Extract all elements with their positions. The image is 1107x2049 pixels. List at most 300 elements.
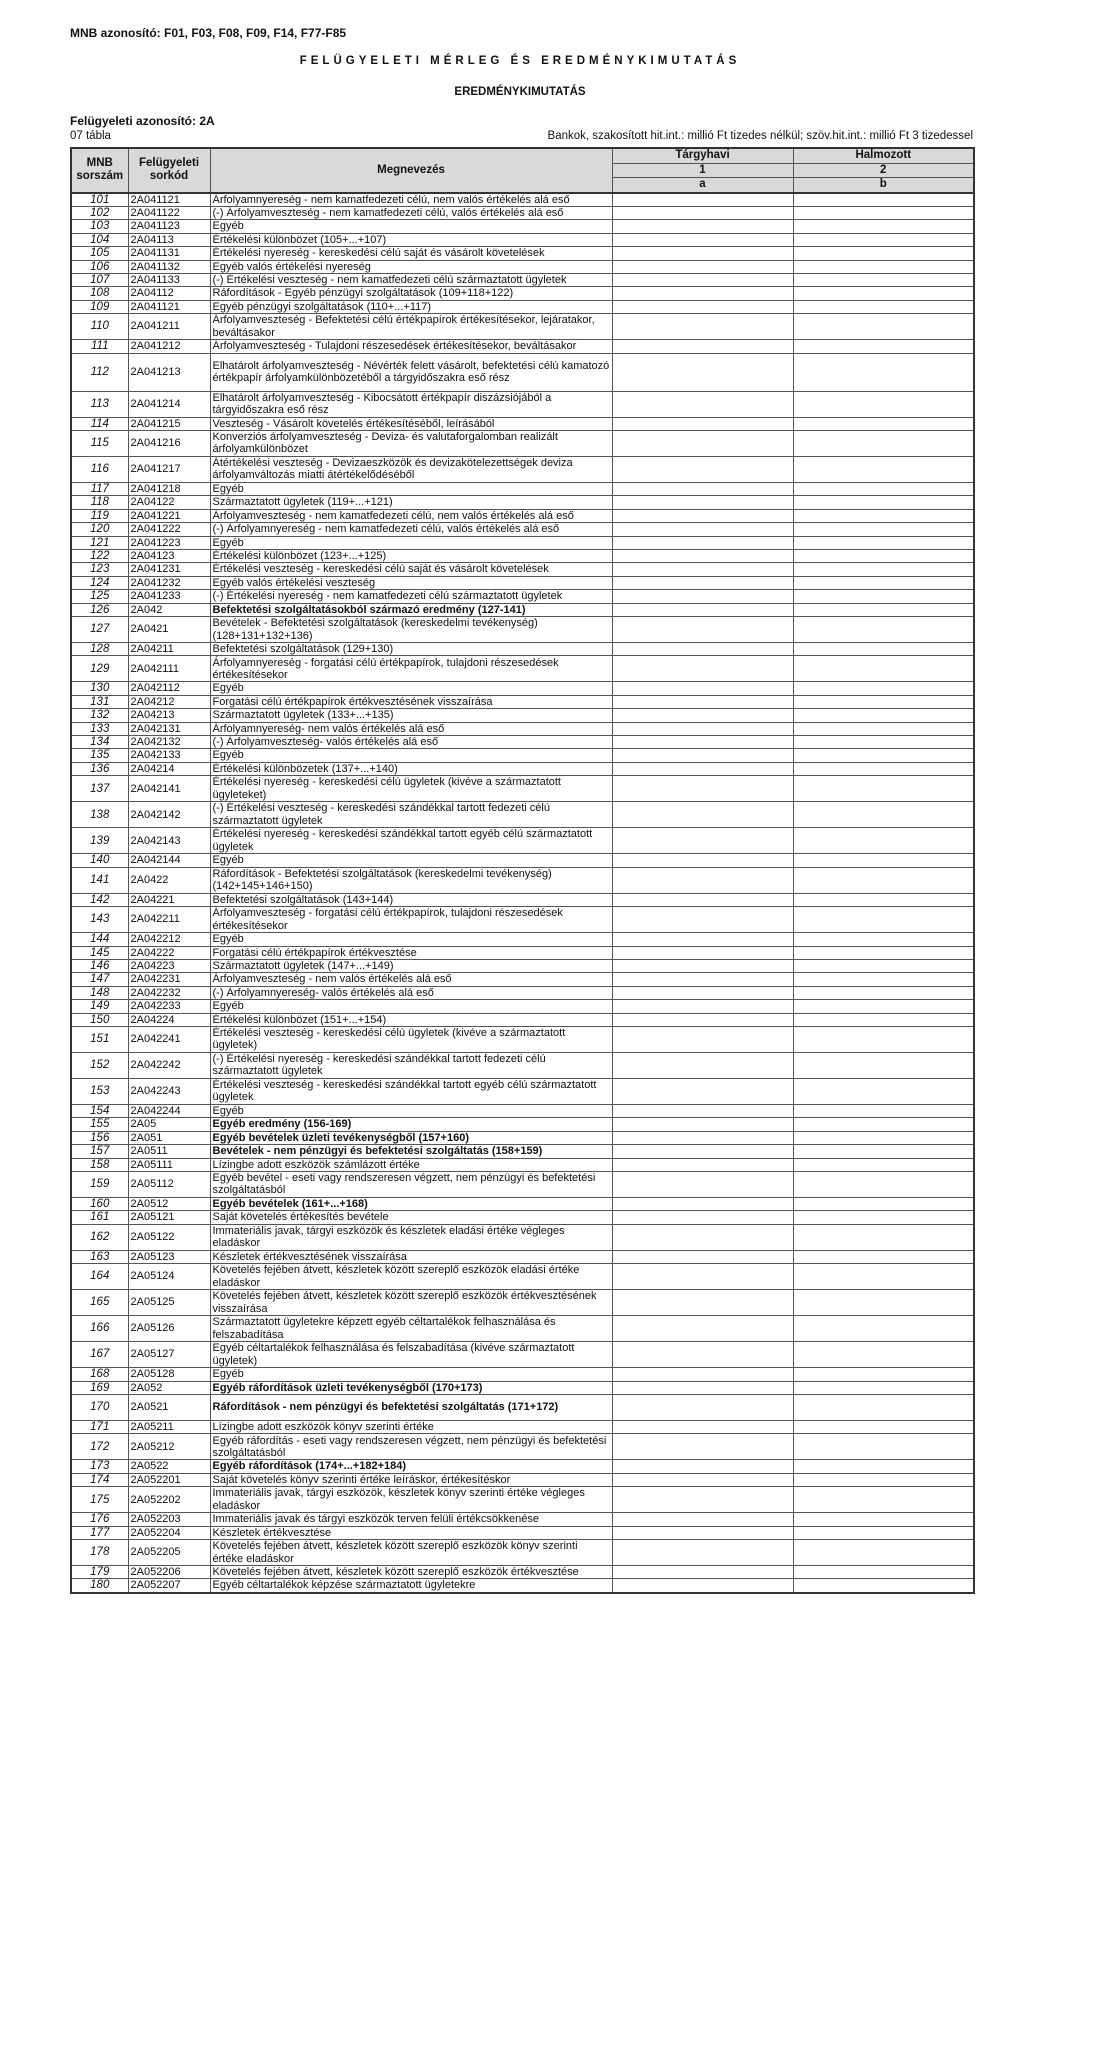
row-cumulative-value (793, 563, 974, 576)
row-cumulative-value (793, 867, 974, 893)
row-number: 141 (71, 867, 128, 893)
row-name: Árfolyamveszteség - nem valós értékelés alá eső (210, 973, 612, 986)
row-number: 155 (71, 1118, 128, 1131)
row-code: 2A052201 (128, 1473, 210, 1486)
row-number: 130 (71, 682, 128, 695)
row-name: Egyéb (210, 1000, 612, 1013)
row-cumulative-value (793, 417, 974, 430)
row-name: Lízingbe adott eszközök könyv szerinti értéke (210, 1421, 612, 1434)
row-number: 138 (71, 802, 128, 828)
row-name: (-) Árfolyamnyereség- valós értékelés alá eső (210, 986, 612, 999)
row-cumulative-value (793, 617, 974, 643)
row-code: 2A042111 (128, 656, 210, 682)
row-name: Egyéb (210, 1104, 612, 1117)
row-code: 2A05111 (128, 1158, 210, 1171)
table-row (71, 1052, 974, 1078)
table-row (71, 536, 974, 549)
row-number: 108 (71, 287, 128, 300)
row-number: 133 (71, 722, 128, 735)
row-cumulative-value (793, 695, 974, 708)
table-row (71, 867, 974, 893)
row-name: Egyéb (210, 682, 612, 695)
row-number: 121 (71, 536, 128, 549)
row-current-value (612, 482, 793, 495)
row-code: 2A042243 (128, 1078, 210, 1104)
row-code: 2A042244 (128, 1104, 210, 1117)
row-cumulative-value (793, 482, 974, 495)
row-cumulative-value (793, 193, 974, 207)
row-name: Egyéb pénzügyi szolgáltatások (110+...+117) (210, 300, 612, 313)
row-name: Egyéb (210, 749, 612, 762)
row-number: 109 (71, 300, 128, 313)
row-cumulative-value (793, 893, 974, 906)
row-cumulative-value (793, 1540, 974, 1566)
row-current-value (612, 1487, 793, 1513)
table-row (71, 722, 974, 735)
row-current-value (612, 1526, 793, 1539)
row-name: Értékelési különbözetek (137+...+140) (210, 762, 612, 775)
row-current-value (612, 456, 793, 482)
row-current-value (612, 643, 793, 656)
row-name: Árfolyamveszteség - Befektetési célú értékpapírok értékesítésekor, lejáratakor, beváltásakor (210, 314, 612, 340)
row-number: 151 (71, 1026, 128, 1052)
table-row (71, 986, 974, 999)
table-row (71, 193, 974, 207)
row-code: 2A052206 (128, 1566, 210, 1579)
row-cumulative-value (793, 1290, 974, 1316)
row-cumulative-value (793, 656, 974, 682)
row-current-value (612, 1290, 793, 1316)
row-number: 132 (71, 709, 128, 722)
table-row (71, 959, 974, 972)
row-cumulative-value (793, 456, 974, 482)
table-row (71, 1473, 974, 1486)
row-code: 2A04213 (128, 709, 210, 722)
row-number: 177 (71, 1526, 128, 1539)
table-row (71, 1421, 974, 1434)
row-number: 158 (71, 1158, 128, 1171)
row-number: 112 (71, 353, 128, 391)
row-name: Származtatott ügyletek (133+...+135) (210, 709, 612, 722)
table-row (71, 233, 974, 246)
row-current-value (612, 563, 793, 576)
row-current-value (612, 907, 793, 933)
row-name: Konverziós árfolyamveszteség - Deviza- és valutaforgalomban realizált árfolyamkülönbözet (210, 430, 612, 456)
row-cumulative-value (793, 802, 974, 828)
row-number: 118 (71, 496, 128, 509)
row-cumulative-value (793, 1197, 974, 1210)
row-cumulative-value (793, 1145, 974, 1158)
table-row (71, 220, 974, 233)
row-code: 2A05126 (128, 1316, 210, 1342)
table-row (71, 709, 974, 722)
table-row (71, 287, 974, 300)
row-name: Árfolyamveszteség - Tulajdoni részesedések értékesítésekor, beváltásakor (210, 340, 612, 353)
row-current-value (612, 986, 793, 999)
table-row (71, 430, 974, 456)
row-current-value (612, 273, 793, 286)
row-number: 103 (71, 220, 128, 233)
table-number: 07 tábla (70, 130, 111, 142)
col-header-current: Tárgyhavi (612, 148, 793, 163)
row-cumulative-value (793, 340, 974, 353)
row-current-value (612, 287, 793, 300)
table-row (71, 260, 974, 273)
row-cumulative-value (793, 1026, 974, 1052)
col-header-name: Megnevezés (210, 148, 612, 193)
table-row (71, 1026, 974, 1052)
row-name: Értékelési veszteség - kereskedési szándékkal tartott egyéb célú származtatott ügyletek (210, 1078, 612, 1104)
table-row (71, 1171, 974, 1197)
row-name: Forgatási célú értékpapírok értékvesztése (210, 946, 612, 959)
row-number: 164 (71, 1264, 128, 1290)
row-number: 179 (71, 1566, 128, 1579)
table-row (71, 509, 974, 522)
row-code: 2A052203 (128, 1513, 210, 1526)
row-name: Egyéb bevételek üzleti tevékenységből (157+160) (210, 1131, 612, 1144)
row-code: 2A042141 (128, 776, 210, 802)
row-name: Immateriális javak, tárgyi eszközök, készletek könyv szerinti értéke végleges eladáskor (210, 1487, 612, 1513)
row-number: 128 (71, 643, 128, 656)
row-code: 2A04122 (128, 496, 210, 509)
row-cumulative-value (793, 1381, 974, 1394)
row-cumulative-value (793, 709, 974, 722)
row-code: 2A04214 (128, 762, 210, 775)
row-current-value (612, 1264, 793, 1290)
row-code: 2A04113 (128, 233, 210, 246)
row-code: 2A041214 (128, 391, 210, 417)
row-name: Veszteség - Vásárolt követelés értékesítéséből, leírásából (210, 417, 612, 430)
row-name: Értékelési veszteség - kereskedési célú ügyletek (kivéve a származtatott ügyletek) (210, 1026, 612, 1052)
row-cumulative-value (793, 933, 974, 946)
table-row (71, 1460, 974, 1473)
row-cumulative-value (793, 1118, 974, 1131)
row-cumulative-value (793, 762, 974, 775)
sub-title: EREDMÉNYKIMUTATÁS (454, 86, 586, 98)
row-name: Származtatott ügyletek (119+...+121) (210, 496, 612, 509)
row-name: Értékelési különbözet (105+...+107) (210, 233, 612, 246)
row-current-value (612, 523, 793, 536)
col-header-mnb: MNB sorszám (71, 148, 128, 193)
row-code: 2A042112 (128, 682, 210, 695)
row-cumulative-value (793, 854, 974, 867)
row-code: 2A05124 (128, 1264, 210, 1290)
row-number: 115 (71, 430, 128, 456)
table-header (71, 148, 974, 193)
row-current-value (612, 1395, 793, 1421)
row-current-value (612, 220, 793, 233)
row-number: 168 (71, 1368, 128, 1381)
row-current-value (612, 1026, 793, 1052)
row-code: 2A041122 (128, 206, 210, 219)
row-cumulative-value (793, 1395, 974, 1421)
table-row (71, 1566, 974, 1579)
col-header-current-number: 1 (612, 163, 793, 178)
row-code: 2A04123 (128, 550, 210, 563)
row-cumulative-value (793, 1013, 974, 1026)
row-code: 2A05125 (128, 1290, 210, 1316)
table-row (71, 946, 974, 959)
row-current-value (612, 1078, 793, 1104)
row-cumulative-value (793, 391, 974, 417)
row-current-value (612, 1131, 793, 1144)
row-number: 170 (71, 1395, 128, 1421)
row-name: Bevételek - Befektetési szolgáltatások (kereskedelmi tevékenység) (128+131+132+136) (210, 617, 612, 643)
row-cumulative-value (793, 287, 974, 300)
table-row (71, 802, 974, 828)
row-current-value (612, 1434, 793, 1460)
row-number: 126 (71, 603, 128, 616)
row-code: 2A0421 (128, 617, 210, 643)
row-code: 2A052207 (128, 1579, 210, 1593)
row-current-value (612, 193, 793, 207)
row-number: 176 (71, 1513, 128, 1526)
row-code: 2A041131 (128, 247, 210, 260)
row-code: 2A04211 (128, 643, 210, 656)
row-cumulative-value (793, 603, 974, 616)
row-current-value (612, 749, 793, 762)
row-name: Készletek értékvesztése (210, 1526, 612, 1539)
row-number: 175 (71, 1487, 128, 1513)
row-number: 153 (71, 1078, 128, 1104)
table-row (71, 417, 974, 430)
table-row (71, 550, 974, 563)
row-number: 102 (71, 206, 128, 219)
row-current-value (612, 536, 793, 549)
row-number: 111 (71, 340, 128, 353)
row-name: Értékelési veszteség - kereskedési célú saját és vásárolt követelések (210, 563, 612, 576)
table-row (71, 1131, 974, 1144)
row-cumulative-value (793, 959, 974, 972)
row-current-value (612, 1211, 793, 1224)
row-number: 157 (71, 1145, 128, 1158)
table-row (71, 762, 974, 775)
row-cumulative-value (793, 1316, 974, 1342)
row-current-value (612, 1224, 793, 1250)
row-name: Egyéb bevétel - eseti vagy rendszeresen végzett, nem pénzügyi és befektetési szolgáltatásból (210, 1171, 612, 1197)
row-name: Követelés fejében átvett, készletek között szereplő eszközök értékvesztésének visszaírása (210, 1290, 612, 1316)
row-current-value (612, 1316, 793, 1342)
row-current-value (612, 496, 793, 509)
row-code: 2A0422 (128, 867, 210, 893)
row-number: 162 (71, 1224, 128, 1250)
row-current-value (612, 1171, 793, 1197)
row-name: (-) Értékelési veszteség - nem kamatfedezeti célú származtatott ügyletek (210, 273, 612, 286)
row-code: 2A052204 (128, 1526, 210, 1539)
row-code: 2A0521 (128, 1395, 210, 1421)
row-code: 2A042142 (128, 802, 210, 828)
row-code: 2A041211 (128, 314, 210, 340)
col-header-current-letter: a (612, 178, 793, 193)
row-number: 148 (71, 986, 128, 999)
row-number: 165 (71, 1290, 128, 1316)
row-name: Immateriális javak és tárgyi eszközök terven felüli értékcsökkenése (210, 1513, 612, 1526)
row-name: Egyéb céltartalékok képzése származtatott ügyletekre (210, 1579, 612, 1593)
row-name: Átértékelési veszteség - Devizaeszközök és devizakötelezettségek deviza árfolyamváltozás miatti átértékelődéséből (210, 456, 612, 482)
row-code: 2A052202 (128, 1487, 210, 1513)
row-cumulative-value (793, 828, 974, 854)
row-current-value (612, 391, 793, 417)
row-code: 2A04112 (128, 287, 210, 300)
row-cumulative-value (793, 1104, 974, 1117)
row-cumulative-value (793, 907, 974, 933)
table-row (71, 1118, 974, 1131)
row-current-value (612, 1473, 793, 1486)
row-current-value (612, 776, 793, 802)
row-code: 2A042232 (128, 986, 210, 999)
row-current-value (612, 736, 793, 749)
row-number: 143 (71, 907, 128, 933)
row-current-value (612, 260, 793, 273)
table-row (71, 1342, 974, 1368)
row-current-value (612, 1421, 793, 1434)
row-name: Saját követelés könyv szerinti értéke leíráskor, értékesítéskor (210, 1473, 612, 1486)
row-name: Immateriális javak, tárgyi eszközök és készletek eladási értéke végleges eladáskor (210, 1224, 612, 1250)
row-current-value (612, 353, 793, 391)
row-name: Elhatárolt árfolyamveszteség - Névérték felett vásárolt, befektetési célú kamatozó értékpapír árfolyamkülönbözetéből a tárgyidőszakra eső rész (210, 353, 612, 391)
row-number: 167 (71, 1342, 128, 1368)
row-current-value (612, 1197, 793, 1210)
row-cumulative-value (793, 1473, 974, 1486)
row-name: Árfolyamnyereség - forgatási célú értékpapírok, tulajdoni részesedések értékesítésekor (210, 656, 612, 682)
row-code: 2A042133 (128, 749, 210, 762)
table-row (71, 353, 974, 391)
row-cumulative-value (793, 946, 974, 959)
row-name: (-) Értékelési nyereség - nem kamatfedezeti célú származtatott ügyletek (210, 590, 612, 603)
row-current-value (612, 959, 793, 972)
row-number: 122 (71, 550, 128, 563)
row-current-value (612, 682, 793, 695)
row-current-value (612, 933, 793, 946)
row-number: 180 (71, 1579, 128, 1593)
row-code: 2A041231 (128, 563, 210, 576)
table-row (71, 736, 974, 749)
row-name: Egyéb bevételek (161+...+168) (210, 1197, 612, 1210)
row-name: Árfolyamveszteség - forgatási célú értékpapírok, tulajdoni részesedések értékesítésekor (210, 907, 612, 933)
row-cumulative-value (793, 430, 974, 456)
row-code: 2A051 (128, 1131, 210, 1144)
row-name: Értékelési különbözet (151+...+154) (210, 1013, 612, 1026)
row-cumulative-value (793, 986, 974, 999)
row-number: 173 (71, 1460, 128, 1473)
table-row (71, 643, 974, 656)
row-name: (-) Értékelési nyereség - kereskedési szándékkal tartott fedezeti célú származtatott ügyletek (210, 1052, 612, 1078)
row-current-value (612, 300, 793, 313)
row-number: 135 (71, 749, 128, 762)
table-row (71, 314, 974, 340)
row-number: 169 (71, 1381, 128, 1394)
table-row (71, 590, 974, 603)
row-number: 159 (71, 1171, 128, 1197)
table-row (71, 1250, 974, 1263)
row-number: 166 (71, 1316, 128, 1342)
row-code: 2A0511 (128, 1145, 210, 1158)
table-row (71, 1368, 974, 1381)
row-number: 163 (71, 1250, 128, 1263)
row-cumulative-value (793, 233, 974, 246)
row-current-value (612, 828, 793, 854)
row-cumulative-value (793, 682, 974, 695)
row-code: 2A052 (128, 1381, 210, 1394)
row-number: 104 (71, 233, 128, 246)
row-current-value (612, 617, 793, 643)
row-code: 2A041121 (128, 193, 210, 207)
units-note: Bankok, szakosított hit.int.: millió Ft tizedes nélkül; szöv.hit.int.: millió Ft 3 tizedessel (547, 130, 973, 142)
row-code: 2A042233 (128, 1000, 210, 1013)
row-name: Egyéb ráfordítás - eseti vagy rendszeresen végzett, nem pénzügyi és befektetési szolgáltatásból (210, 1434, 612, 1460)
row-name: Ráfordítások - Befektetési szolgáltatások (kereskedelmi tevékenység) (142+145+146+150) (210, 867, 612, 893)
table-row (71, 523, 974, 536)
row-number: 129 (71, 656, 128, 682)
mnb-identifier: MNB azonosító: F01, F03, F08, F09, F14, F77-F85 (70, 26, 347, 40)
table-row (71, 1145, 974, 1158)
col-header-cumulative-letter: b (793, 178, 974, 193)
row-cumulative-value (793, 1434, 974, 1460)
row-cumulative-value (793, 260, 974, 273)
row-number: 136 (71, 762, 128, 775)
row-current-value (612, 430, 793, 456)
row-cumulative-value (793, 496, 974, 509)
row-current-value (612, 946, 793, 959)
row-cumulative-value (793, 776, 974, 802)
row-number: 140 (71, 854, 128, 867)
row-code: 2A05128 (128, 1368, 210, 1381)
row-number: 117 (71, 482, 128, 495)
row-name: (-) Árfolyamveszteség- valós értékelés alá eső (210, 736, 612, 749)
row-number: 150 (71, 1013, 128, 1026)
row-current-value (612, 695, 793, 708)
row-cumulative-value (793, 1158, 974, 1171)
table-row (71, 1316, 974, 1342)
row-code: 2A05121 (128, 1211, 210, 1224)
row-name: Saját követelés értékesítés bevétele (210, 1211, 612, 1224)
table-row (71, 617, 974, 643)
row-code: 2A05123 (128, 1250, 210, 1263)
row-current-value (612, 1250, 793, 1263)
row-number: 156 (71, 1131, 128, 1144)
row-code: 2A042143 (128, 828, 210, 854)
row-cumulative-value (793, 1579, 974, 1593)
table-row (71, 603, 974, 616)
row-current-value (612, 509, 793, 522)
row-cumulative-value (793, 1264, 974, 1290)
row-code: 2A05 (128, 1118, 210, 1131)
row-number: 149 (71, 1000, 128, 1013)
row-name: Egyéb (210, 933, 612, 946)
row-name: Befektetési szolgáltatásokból származó eredmény (127-141) (210, 603, 612, 616)
row-name: Lízingbe adott eszközök számlázott értéke (210, 1158, 612, 1171)
row-code: 2A05212 (128, 1434, 210, 1460)
row-number: 110 (71, 314, 128, 340)
row-number: 125 (71, 590, 128, 603)
row-name: Egyéb (210, 1368, 612, 1381)
row-current-value (612, 1342, 793, 1368)
row-name: Ráfordítások - Egyéb pénzügyi szolgáltatások (109+118+122) (210, 287, 612, 300)
table-row (71, 1224, 974, 1250)
row-code: 2A042132 (128, 736, 210, 749)
row-current-value (612, 550, 793, 563)
row-current-value (612, 1540, 793, 1566)
row-name: Értékelési nyereség - kereskedési szándékkal tartott egyéb célú származtatott ügyletek (210, 828, 612, 854)
row-name: Egyéb valós értékelési veszteség (210, 576, 612, 589)
row-code: 2A041216 (128, 430, 210, 456)
table-row (71, 1158, 974, 1171)
row-cumulative-value (793, 1000, 974, 1013)
table-row (71, 1513, 974, 1526)
table-row (71, 656, 974, 682)
row-code: 2A04223 (128, 959, 210, 972)
row-cumulative-value (793, 1513, 974, 1526)
